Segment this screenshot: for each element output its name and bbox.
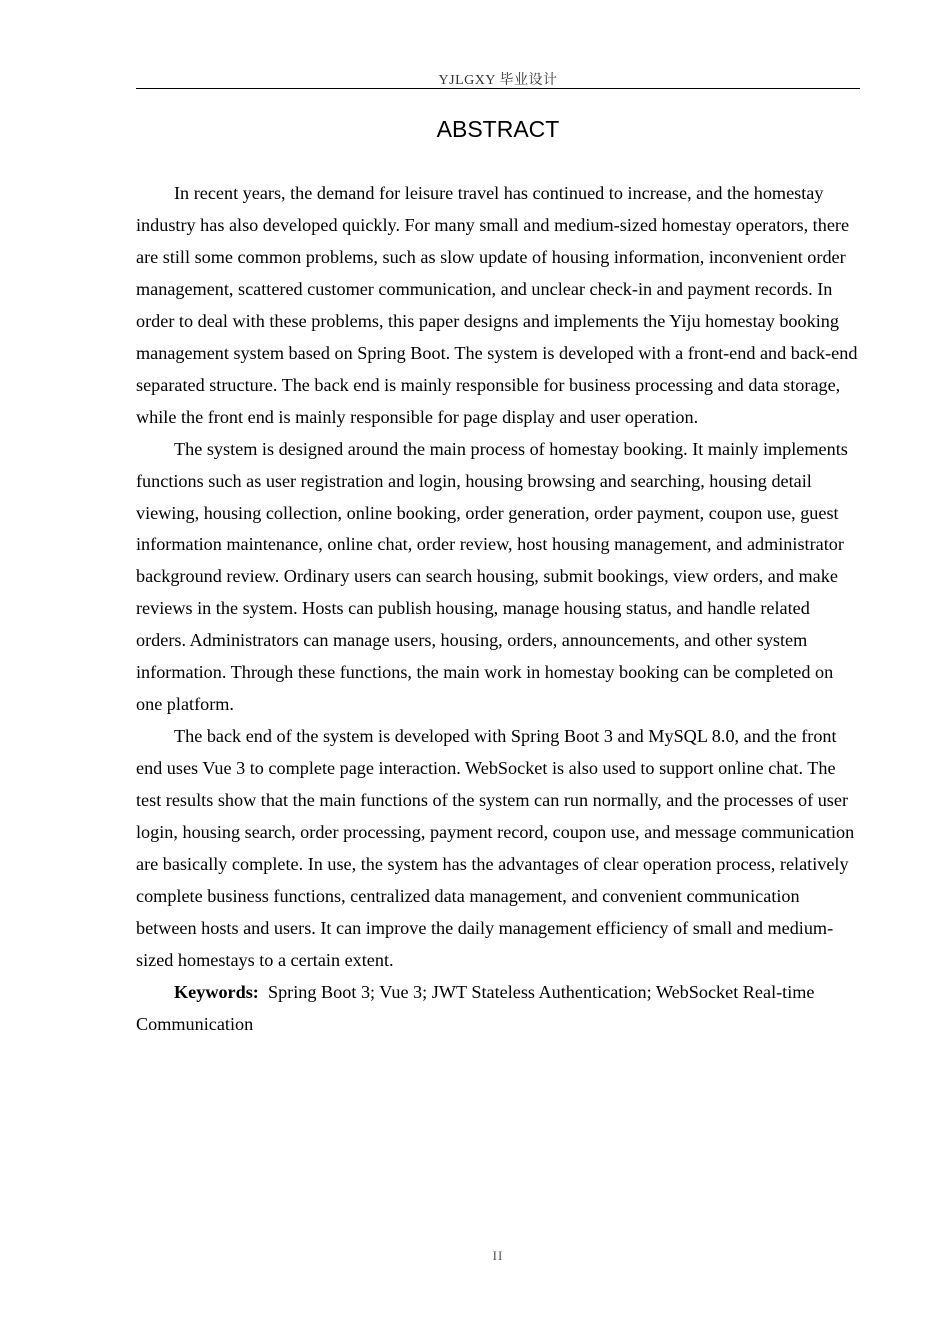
header-rule — [136, 88, 860, 89]
keywords-text: Spring Boot 3; Vue 3; JWT Stateless Authentication; WebSocket Real-time Communication — [136, 981, 815, 1034]
keywords-line — [136, 977, 860, 1041]
abstract-paragraph-3: The back end of the system is developed with Spring Boot 3 and MySQL 8.0, and the front end uses Vue 3 to complete page interaction. WebSocket is also used to support online chat. The test results show that the main functions of the system can run normally, and the processes of user login, housing search, order processing, payment record, coupon use, and message communication are basically complete. In use, the system has the advantages of clear operation process, relatively complete business functions, centralized data management, and convenient communication between hosts and users. It can improve the daily management efficiency of small and medium-sized homestays to a certain extent. — [136, 726, 855, 970]
keywords-label: Keywords: — [174, 981, 259, 1002]
abstract-title: ABSTRACT — [436, 116, 560, 142]
abstract-paragraph-2: The system is designed around the main process of homestay booking. It mainly implements functions such as user registration and login, housing browsing and searching, housing detail viewing, housing collection, online booking, order generation, order payment, coupon use, guest information maintenance, online chat, order review, host housing management, and administrator background review. Ordinary users can search housing, submit bookings, view orders, and make reviews in the system. Hosts can publish housing, manage housing status, and handle related orders. Administrators can manage users, housing, orders, announcements, and other system information. Through these functions, the main work in homestay booking can be completed on one platform. — [136, 438, 848, 715]
abstract-body — [136, 178, 860, 1041]
abstract-paragraph-1: In recent years, the demand for leisure travel has continued to increase, and the homestay industry has also developed quickly. For many small and medium-sized homestay operators, there are still some common problems, such as slow update of housing information, inconvenient order management, scattered customer communication, and unclear check-in and payment records. In order to deal with these problems, this paper designs and implements the Yiju homestay booking management system based on Spring Boot. The system is developed with a front-end and back-end separated structure. The back end is mainly responsible for business processing and data storage, while the front end is mainly responsible for page display and user operation. — [136, 183, 858, 427]
running-header: YJLGXY 毕业设计 — [438, 73, 558, 88]
page-number: II — [492, 1248, 504, 1263]
